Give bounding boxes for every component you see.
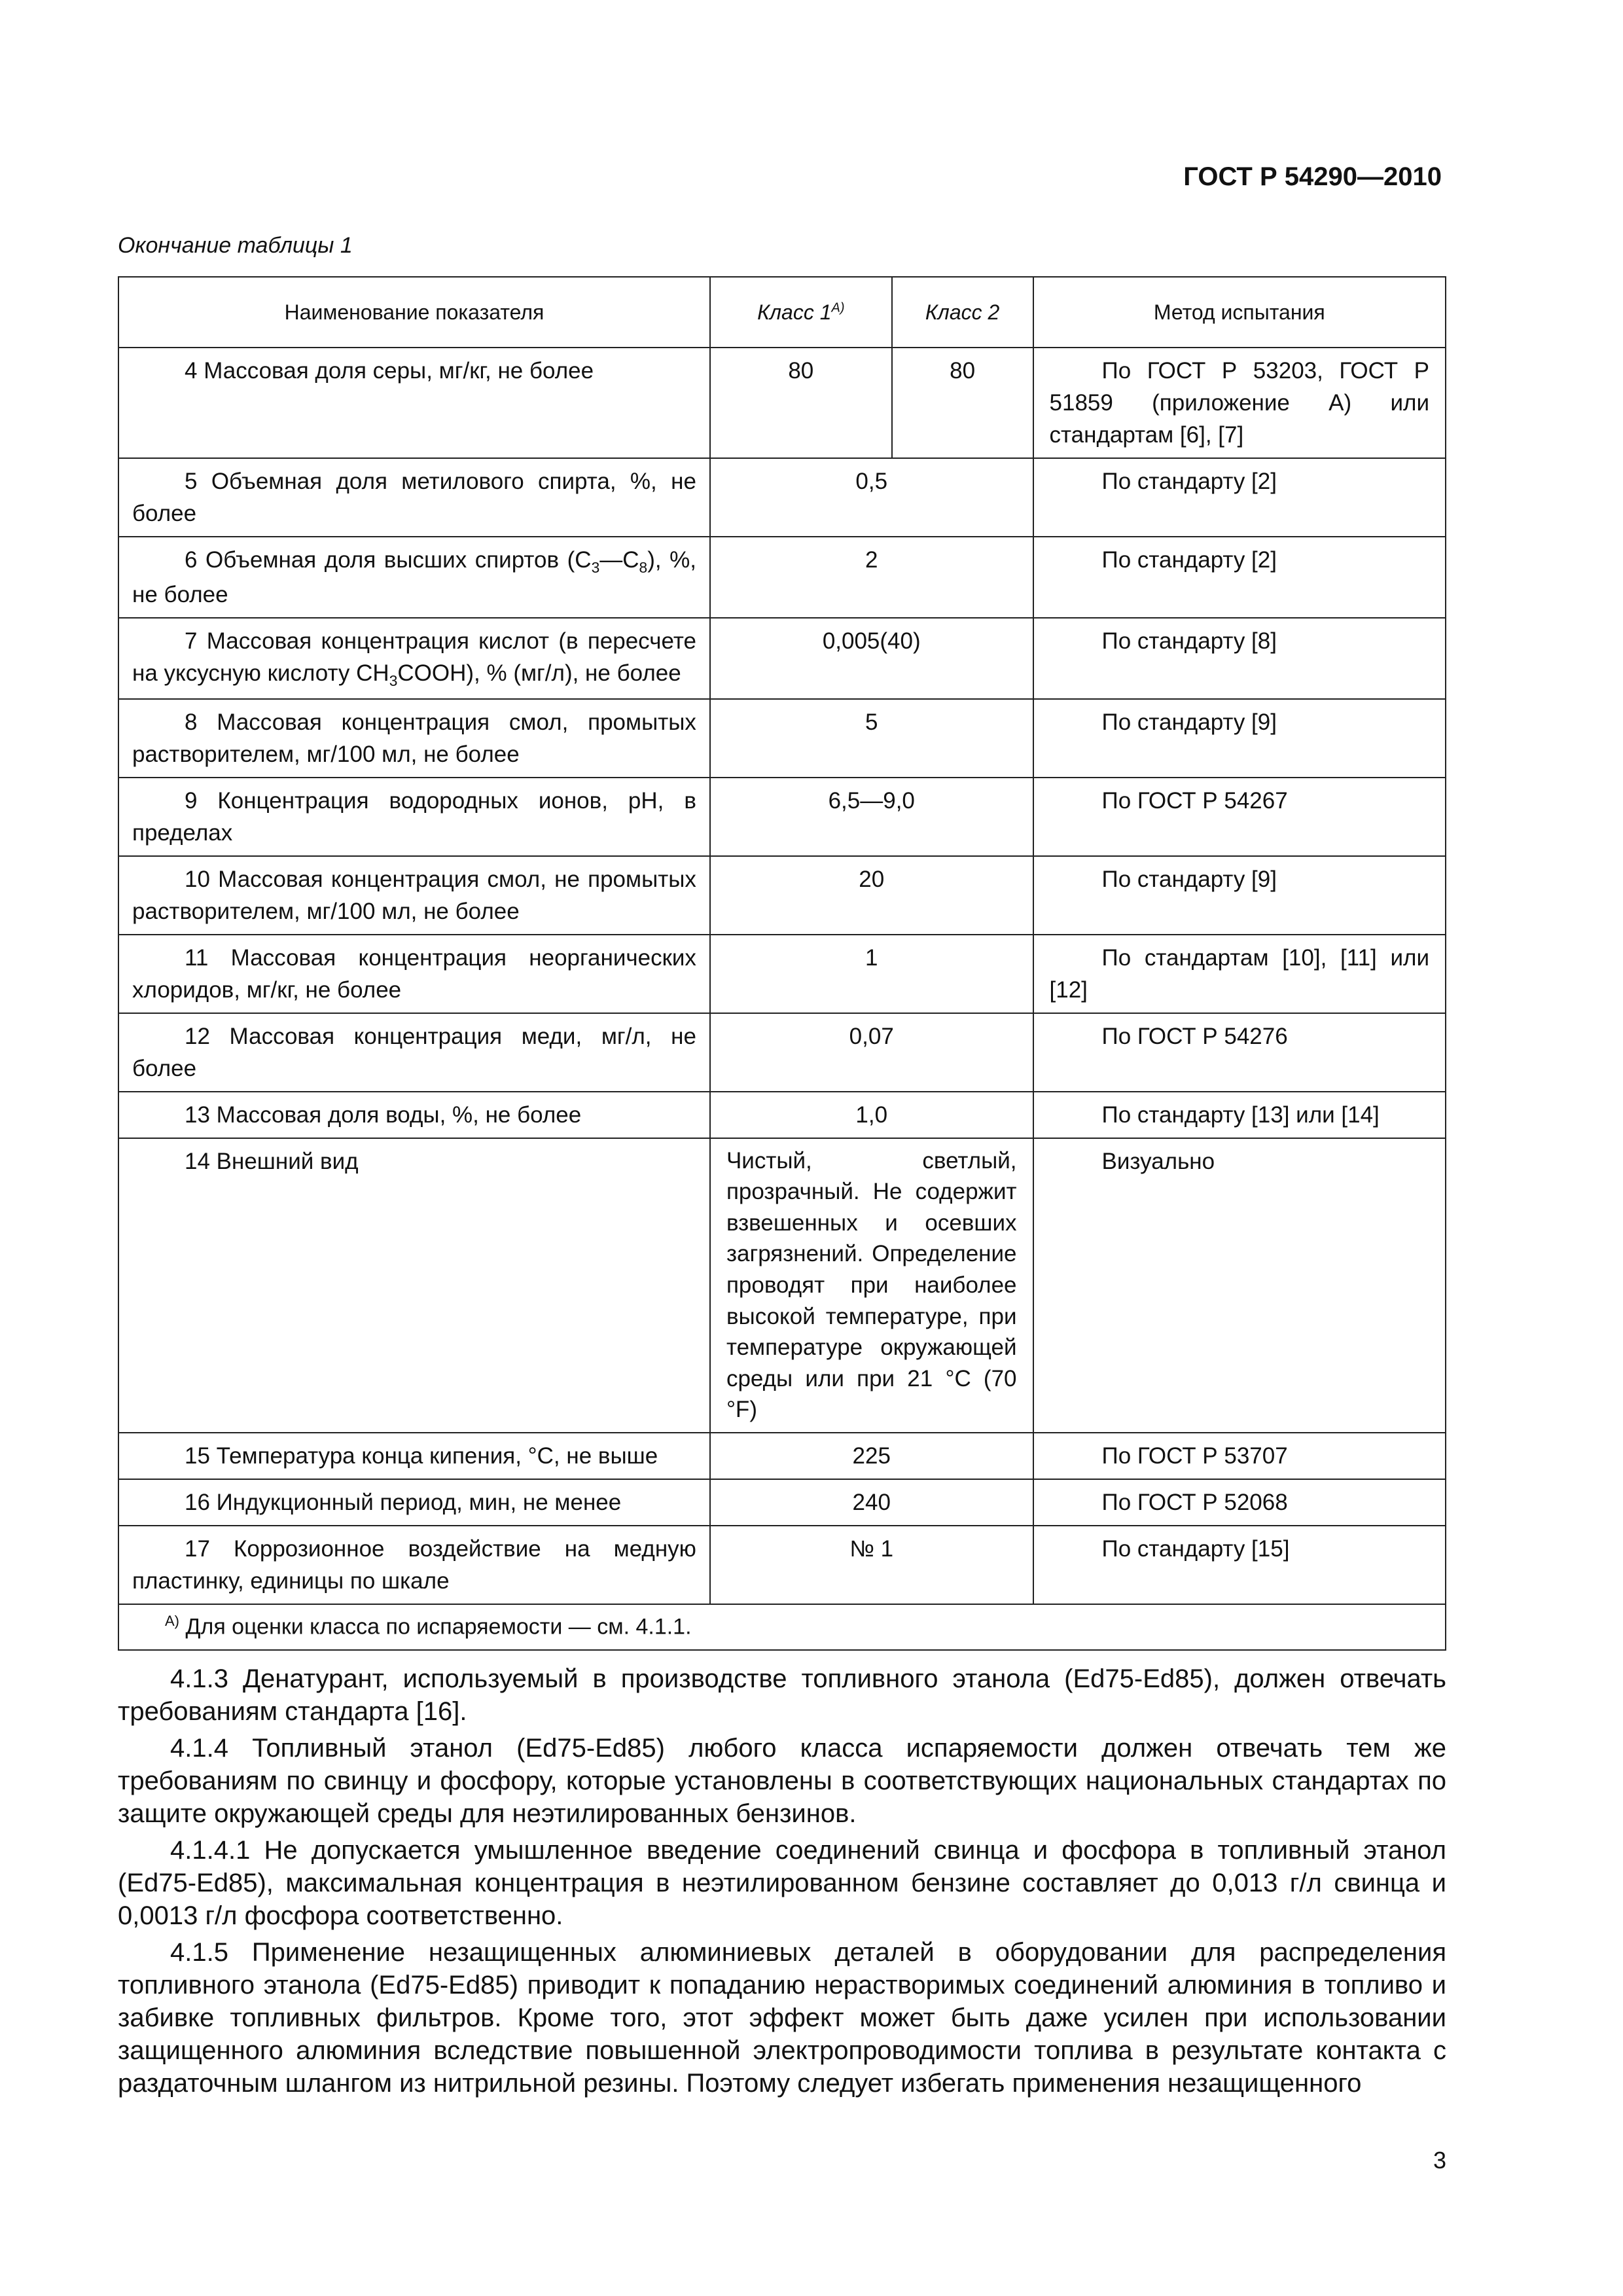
table-row	[118, 618, 1446, 699]
row-name: 10 Массовая концентрация смол, не промытых растворителем, мг/100 мл, не более	[118, 856, 710, 935]
table-row	[118, 935, 1446, 1013]
paragraph-4-1-4: 4.1.4 Топливный этанол (Ed75-Ed85) любого класса испаряемости должен отвечать тем же требованиям по свинцу и фосфору, которые установлены в соответствующих национальных стандартах по защите окружающей среды для неэтилированных бензинов.	[118, 1734, 1446, 1828]
page-number: 3	[1433, 2147, 1446, 2174]
row-name: 11 Массовая концентрация неорганических хлоридов, мг/кг, не более	[118, 935, 710, 1013]
row-method: По ГОСТ Р 53707	[1033, 1433, 1446, 1479]
col-header-method: Метод испытания	[1033, 277, 1446, 348]
row-value: 0,5	[710, 458, 1033, 537]
row-value: 20	[710, 856, 1033, 935]
row-method: По стандарту [8]	[1033, 618, 1446, 699]
row-name: 9 Концентрация водородных ионов, pH, в пределах	[118, 778, 710, 856]
col-header-class2: Класс 2	[892, 277, 1033, 348]
row-method: Визуально	[1033, 1138, 1446, 1433]
row-method: По ГОСТ Р 52068	[1033, 1479, 1446, 1526]
col-header-name: Наименование показателя	[118, 277, 710, 348]
row-name: 13 Массовая доля воды, %, не более	[118, 1092, 710, 1138]
row-name: 8 Массовая концентрация смол, промытых растворителем, мг/100 мл, не более	[118, 699, 710, 778]
row-name: 5 Объемная доля метилового спирта, %, не более	[118, 458, 710, 537]
table-row	[118, 699, 1446, 778]
row-value: 2	[710, 537, 1033, 618]
row-method: По стандарту [15]	[1033, 1526, 1446, 1604]
row-name: 15 Температура конца кипения, °C, не выше	[118, 1433, 710, 1479]
row-method: По стандартам [10], [11] или [12]	[1033, 935, 1446, 1013]
row-value: 5	[710, 699, 1033, 778]
table-row	[118, 1479, 1446, 1526]
table-row	[118, 458, 1446, 537]
row-name: 12 Массовая концентрация меди, мг/л, не более	[118, 1013, 710, 1092]
row-value: 225	[710, 1433, 1033, 1479]
row-class2-value: 80	[892, 348, 1033, 458]
table-row	[118, 1526, 1446, 1604]
row-name: 6 Объемная доля высших спиртов $(C_3—C_8)$, %, не более	[118, 537, 710, 618]
table-row	[118, 1138, 1446, 1433]
col-header-class1: Класс $1^{A)}$	[710, 277, 892, 348]
footnote-ref: A)	[831, 300, 845, 315]
spec-table	[118, 276, 1446, 1651]
row-name: 14 Внешний вид	[118, 1138, 710, 1433]
row-value: № 1	[710, 1526, 1033, 1604]
paragraph-4-1-5: 4.1.5 Применение незащищенных алюминиевых деталей в оборудовании для распределения топливного этанола (Ed75-Ed85) приводит к попаданию нерастворимых соединений алюминия в топливо и забивке топливных фильтров. Кроме того, этот эффект может быть даже усилен при использовании защищенного алюминия вследствие повышенной электропроводимости топлива в результате контакта с раздаточным шлангом из нитрильной резины. Поэтому следует избегать применения незащищенного	[118, 1938, 1446, 2098]
table-footnote-row	[118, 1604, 1446, 1650]
table-row	[118, 1013, 1446, 1092]
table-row	[118, 1092, 1446, 1138]
row-method: По стандарту [2]	[1033, 458, 1446, 537]
row-value: 1,0	[710, 1092, 1033, 1138]
paragraph-4-1-4-1: 4.1.4.1 Не допускается умышленное введение соединений свинца и фосфора в топливный этанол (Ed75-Ed85), максимальная концентрация в неэтилированном бензине составляет до 0,013 г/л свинца и 0,0013 г/л фосфора соответственно.	[118, 1836, 1446, 1930]
row-value: Чистый, светлый, прозрачный. Не содержит взвешенных и осевших загрязнений. Определение проводят при наиболее высокой температуре, при температуре окружающей среды или при 21 °C (70 °F)	[710, 1138, 1033, 1433]
table-row	[118, 778, 1446, 856]
row-value: 0,005(40)	[710, 618, 1033, 699]
table-row	[118, 856, 1446, 935]
row-method: По стандарту [9]	[1033, 856, 1446, 935]
body-text	[118, 1662, 1446, 2104]
row-name: 4 Массовая доля серы, мг/кг, не более	[118, 348, 710, 458]
row-class1-value: 80	[710, 348, 892, 458]
table-row	[118, 348, 1446, 458]
row-value: 6,5—9,0	[710, 778, 1033, 856]
table-caption: Окончание таблицы 1	[118, 233, 353, 258]
row-method: По ГОСТ Р 54267	[1033, 778, 1446, 856]
row-value: 0,07	[710, 1013, 1033, 1092]
paragraph-4-1-3: 4.1.3 Денатурант, используемый в производстве топливного этанола (Ed75-Ed85), должен отвечать требованиям стандарта [16].	[118, 1664, 1446, 1726]
row-method: По ГОСТ Р 54276	[1033, 1013, 1446, 1092]
row-method: По ГОСТ Р 53203, ГОСТ Р 51859 (приложение А) или стандартам [6], [7]	[1033, 348, 1446, 458]
row-value: 240	[710, 1479, 1033, 1526]
row-value: 1	[710, 935, 1033, 1013]
row-name: 17 Коррозионное воздействие на медную пластинку, единицы по шкале	[118, 1526, 710, 1604]
row-method: По стандарту [9]	[1033, 699, 1446, 778]
document-header: ГОСТ Р 54290—2010	[1183, 162, 1442, 191]
row-name: 7 Массовая концентрация кислот (в пересчете на уксусную кислоту $CH_3COOH$), % (мг/л), не более	[118, 618, 710, 699]
row-name: 16 Индукционный период, мин, не менее	[118, 1479, 710, 1526]
table-row	[118, 537, 1446, 618]
table-row	[118, 1433, 1446, 1479]
row-method: По стандарту [2]	[1033, 537, 1446, 618]
table-footnote: $^{A)}$ Для оценки класса по испаряемости — см. 4.1.1.	[118, 1604, 1446, 1650]
table-header-row	[118, 277, 1446, 348]
row-method: По стандарту [13] или [14]	[1033, 1092, 1446, 1138]
